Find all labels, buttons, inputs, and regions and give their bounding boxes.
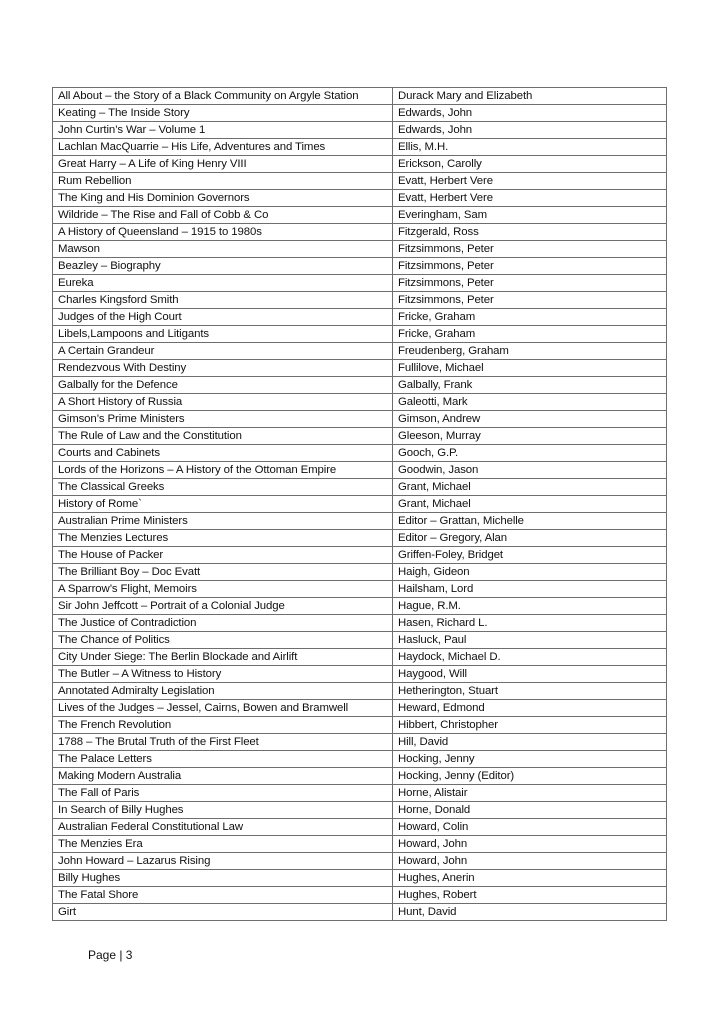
table-row <box>53 411 667 428</box>
book-author-cell: Howard, John <box>393 836 667 853</box>
book-author-cell: Editor – Grattan, Michelle <box>393 513 667 530</box>
book-author-cell: Hocking, Jenny (Editor) <box>393 768 667 785</box>
book-author-cell: Durack Mary and Elizabeth <box>393 88 667 105</box>
book-title-cell: The Menzies Lectures <box>53 530 393 547</box>
table-row <box>53 496 667 513</box>
book-author-cell: Hailsham, Lord <box>393 581 667 598</box>
book-title-cell: Gimson’s Prime Ministers <box>53 411 393 428</box>
table-row <box>53 598 667 615</box>
book-author-cell: Haydock, Michael D. <box>393 649 667 666</box>
table-row <box>53 258 667 275</box>
book-title-cell: Keating – The Inside Story <box>53 105 393 122</box>
table-row <box>53 700 667 717</box>
book-title-cell: John Howard – Lazarus Rising <box>53 853 393 870</box>
table-row <box>53 768 667 785</box>
table-row <box>53 632 667 649</box>
table-row <box>53 802 667 819</box>
book-title-cell: Australian Federal Constitutional Law <box>53 819 393 836</box>
book-author-cell: Howard, John <box>393 853 667 870</box>
book-title-cell: The Palace Letters <box>53 751 393 768</box>
book-author-cell: Haygood, Will <box>393 666 667 683</box>
book-author-cell: Hughes, Robert <box>393 887 667 904</box>
book-author-cell: Erickson, Carolly <box>393 156 667 173</box>
book-author-cell: Evatt, Herbert Vere <box>393 173 667 190</box>
table-row <box>53 564 667 581</box>
book-title-cell: In Search of Billy Hughes <box>53 802 393 819</box>
book-author-cell: Hill, David <box>393 734 667 751</box>
book-author-cell: Gleeson, Murray <box>393 428 667 445</box>
book-author-cell: Ellis, M.H. <box>393 139 667 156</box>
book-author-cell: Haigh, Gideon <box>393 564 667 581</box>
book-title-cell: The Fatal Shore <box>53 887 393 904</box>
book-author-cell: Hasluck, Paul <box>393 632 667 649</box>
book-author-cell: Edwards, John <box>393 105 667 122</box>
book-title-cell: Annotated Admiralty Legislation <box>53 683 393 700</box>
book-author-cell: Hocking, Jenny <box>393 751 667 768</box>
book-author-cell: Edwards, John <box>393 122 667 139</box>
book-author-cell: Howard, Colin <box>393 819 667 836</box>
book-title-cell: A History of Queensland – 1915 to 1980s <box>53 224 393 241</box>
table-row <box>53 751 667 768</box>
book-title-cell: Girt <box>53 904 393 921</box>
book-title-cell: The Justice of Contradiction <box>53 615 393 632</box>
book-author-cell: Grant, Michael <box>393 496 667 513</box>
book-title-cell: Australian Prime Ministers <box>53 513 393 530</box>
table-row <box>53 547 667 564</box>
book-title-cell: Making Modern Australia <box>53 768 393 785</box>
book-title-cell: John Curtin’s War – Volume 1 <box>53 122 393 139</box>
table-row <box>53 853 667 870</box>
table-row <box>53 326 667 343</box>
book-author-cell: Galeotti, Mark <box>393 394 667 411</box>
table-row <box>53 241 667 258</box>
book-author-cell: Fitzsimmons, Peter <box>393 275 667 292</box>
book-author-cell: Gimson, Andrew <box>393 411 667 428</box>
book-author-cell: Galbally, Frank <box>393 377 667 394</box>
table-row <box>53 462 667 479</box>
book-title-cell: The Menzies Era <box>53 836 393 853</box>
table-row <box>53 139 667 156</box>
table-row <box>53 870 667 887</box>
book-author-cell: Fullilove, Michael <box>393 360 667 377</box>
book-title-cell: Sir John Jeffcott – Portrait of a Colonial Judge <box>53 598 393 615</box>
book-author-cell: Grant, Michael <box>393 479 667 496</box>
table-row <box>53 173 667 190</box>
table-row <box>53 88 667 105</box>
book-author-cell: Fricke, Graham <box>393 326 667 343</box>
book-author-cell: Fitzgerald, Ross <box>393 224 667 241</box>
book-title-cell: The Brilliant Boy – Doc Evatt <box>53 564 393 581</box>
book-author-cell: Hague, R.M. <box>393 598 667 615</box>
book-title-cell: Charles Kingsford Smith <box>53 292 393 309</box>
table-row <box>53 224 667 241</box>
book-title-cell: Billy Hughes <box>53 870 393 887</box>
book-author-cell: Everingham, Sam <box>393 207 667 224</box>
table-row <box>53 785 667 802</box>
table-row <box>53 445 667 462</box>
book-title-cell: The King and His Dominion Governors <box>53 190 393 207</box>
book-title-cell: City Under Siege: The Berlin Blockade and Airlift <box>53 649 393 666</box>
book-title-cell: The Butler – A Witness to History <box>53 666 393 683</box>
book-author-cell: Hunt, David <box>393 904 667 921</box>
table-row <box>53 292 667 309</box>
book-title-cell: A Short History of Russia <box>53 394 393 411</box>
book-author-cell: Griffen-Foley, Bridget <box>393 547 667 564</box>
book-title-cell: Great Harry – A Life of King Henry VIII <box>53 156 393 173</box>
book-author-cell: Fitzsimmons, Peter <box>393 292 667 309</box>
book-title-cell: A Sparrow’s Flight, Memoirs <box>53 581 393 598</box>
book-title-cell: Eureka <box>53 275 393 292</box>
book-title-cell: Lives of the Judges – Jessel, Cairns, Bowen and Bramwell <box>53 700 393 717</box>
book-author-cell: Hughes, Anerin <box>393 870 667 887</box>
book-author-cell: Horne, Donald <box>393 802 667 819</box>
table-row <box>53 513 667 530</box>
book-title-cell: Courts and Cabinets <box>53 445 393 462</box>
book-title-cell: The Chance of Politics <box>53 632 393 649</box>
table-row <box>53 887 667 904</box>
table-row <box>53 717 667 734</box>
book-author-cell: Editor – Gregory, Alan <box>393 530 667 547</box>
book-author-cell: Fitzsimmons, Peter <box>393 241 667 258</box>
table-row <box>53 275 667 292</box>
table-row <box>53 122 667 139</box>
book-title-cell: The Fall of Paris <box>53 785 393 802</box>
book-title-cell: Galbally for the Defence <box>53 377 393 394</box>
book-title-cell: Judges of the High Court <box>53 309 393 326</box>
book-author-cell: Heward, Edmond <box>393 700 667 717</box>
book-list-body <box>53 88 667 921</box>
book-title-cell: Libels,Lampoons and Litigants <box>53 326 393 343</box>
book-title-cell: Lachlan MacQuarrie – His Life, Adventures and Times <box>53 139 393 156</box>
table-row <box>53 581 667 598</box>
book-author-cell: Hetherington, Stuart <box>393 683 667 700</box>
book-title-cell: The House of Packer <box>53 547 393 564</box>
table-row <box>53 377 667 394</box>
book-title-cell: History of Rome` <box>53 496 393 513</box>
table-row <box>53 904 667 921</box>
book-list-table <box>52 87 667 921</box>
table-row <box>53 309 667 326</box>
table-row <box>53 615 667 632</box>
book-title-cell: A Certain Grandeur <box>53 343 393 360</box>
book-author-cell: Fitzsimmons, Peter <box>393 258 667 275</box>
table-row <box>53 479 667 496</box>
book-title-cell: The Rule of Law and the Constitution <box>53 428 393 445</box>
book-author-cell: Freudenberg, Graham <box>393 343 667 360</box>
table-row <box>53 156 667 173</box>
page-number-footer: Page | 3 <box>88 948 133 962</box>
table-row <box>53 428 667 445</box>
table-row <box>53 836 667 853</box>
book-title-cell: Lords of the Horizons – A History of the Ottoman Empire <box>53 462 393 479</box>
book-title-cell: The French Revolution <box>53 717 393 734</box>
table-row <box>53 394 667 411</box>
book-author-cell: Hibbert, Christopher <box>393 717 667 734</box>
book-author-cell: Hasen, Richard L. <box>393 615 667 632</box>
book-title-cell: All About – the Story of a Black Community on Argyle Station <box>53 88 393 105</box>
book-title-cell: Wildride – The Rise and Fall of Cobb & Co <box>53 207 393 224</box>
table-row <box>53 105 667 122</box>
book-title-cell: Beazley – Biography <box>53 258 393 275</box>
book-title-cell: 1788 – The Brutal Truth of the First Fleet <box>53 734 393 751</box>
book-title-cell: Mawson <box>53 241 393 258</box>
book-author-cell: Goodwin, Jason <box>393 462 667 479</box>
table-row <box>53 666 667 683</box>
book-author-cell: Fricke, Graham <box>393 309 667 326</box>
book-author-cell: Evatt, Herbert Vere <box>393 190 667 207</box>
book-title-cell: The Classical Greeks <box>53 479 393 496</box>
table-row <box>53 360 667 377</box>
table-row <box>53 530 667 547</box>
table-row <box>53 683 667 700</box>
book-title-cell: Rum Rebellion <box>53 173 393 190</box>
table-row <box>53 207 667 224</box>
table-row <box>53 734 667 751</box>
book-author-cell: Gooch, G.P. <box>393 445 667 462</box>
table-row <box>53 649 667 666</box>
table-row <box>53 190 667 207</box>
book-author-cell: Horne, Alistair <box>393 785 667 802</box>
table-row <box>53 343 667 360</box>
table-row <box>53 819 667 836</box>
book-title-cell: Rendezvous With Destiny <box>53 360 393 377</box>
